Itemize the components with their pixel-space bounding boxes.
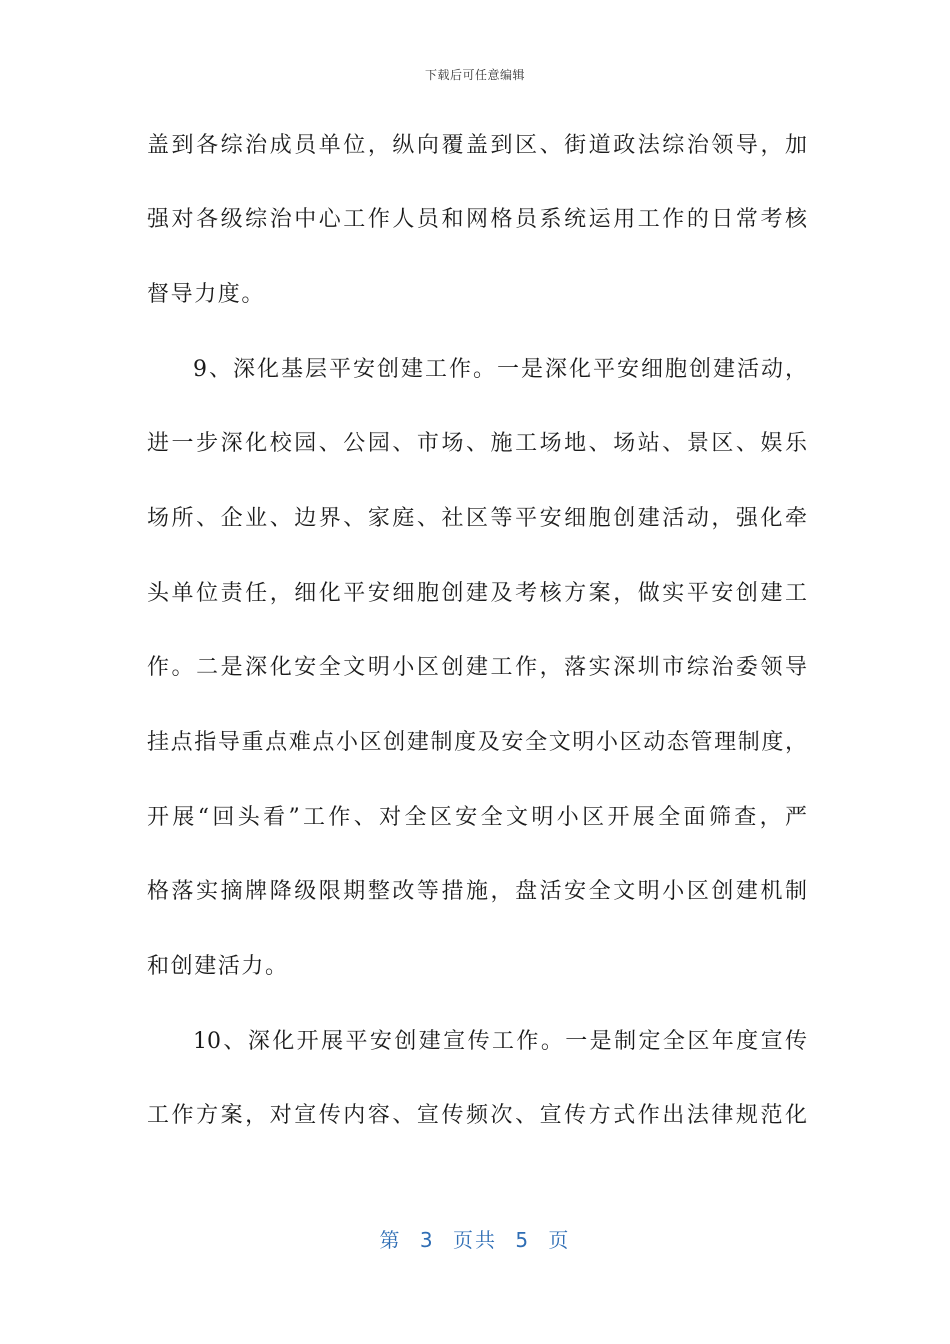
paragraph-10-first-line: 10、深化开展平安创建宣传工作。一是制定全区年度宣传 bbox=[193, 1029, 807, 1054]
body-line: 和创建活力。 bbox=[147, 954, 289, 979]
body-line: 强对各级综治中心工作人员和网格员系统运用工作的日常考核 bbox=[147, 207, 807, 232]
body-line: 开展“回头看”工作、对全区安全文明小区开展全面筛查，严 bbox=[147, 805, 807, 830]
paragraph-9-first-line: 9、深化基层平安创建工作。一是深化平安细胞创建活动， bbox=[193, 357, 807, 382]
body-line: 挂点指导重点难点小区创建制度及安全文明小区动态管理制度， bbox=[147, 730, 807, 755]
body-line: 进一步深化校园、公园、市场、施工场地、场站、景区、娱乐 bbox=[147, 431, 807, 456]
body-line: 场所、企业、边界、家庭、社区等平安细胞创建活动，强化牵 bbox=[147, 506, 807, 531]
body-line: 格落实摘牌降级限期整改等措施，盘活安全文明小区创建机制 bbox=[147, 879, 807, 904]
body-line: 头单位责任，细化平安细胞创建及考核方案，做实平安创建工 bbox=[147, 581, 807, 606]
body-line: 盖到各综治成员单位，纵向覆盖到区、街道政法综治领导，加 bbox=[147, 133, 807, 158]
page-number-footer: 第 3 页共 5 页 bbox=[379, 1228, 571, 1252]
page-header: 下载后可任意编辑 bbox=[424, 68, 525, 82]
body-line: 作。二是深化安全文明小区创建工作，落实深圳市综治委领导 bbox=[147, 655, 807, 680]
body-line: 工作方案，对宣传内容、宣传频次、宣传方式作出法律规范化 bbox=[147, 1103, 807, 1128]
body-line: 督导力度。 bbox=[147, 282, 266, 307]
